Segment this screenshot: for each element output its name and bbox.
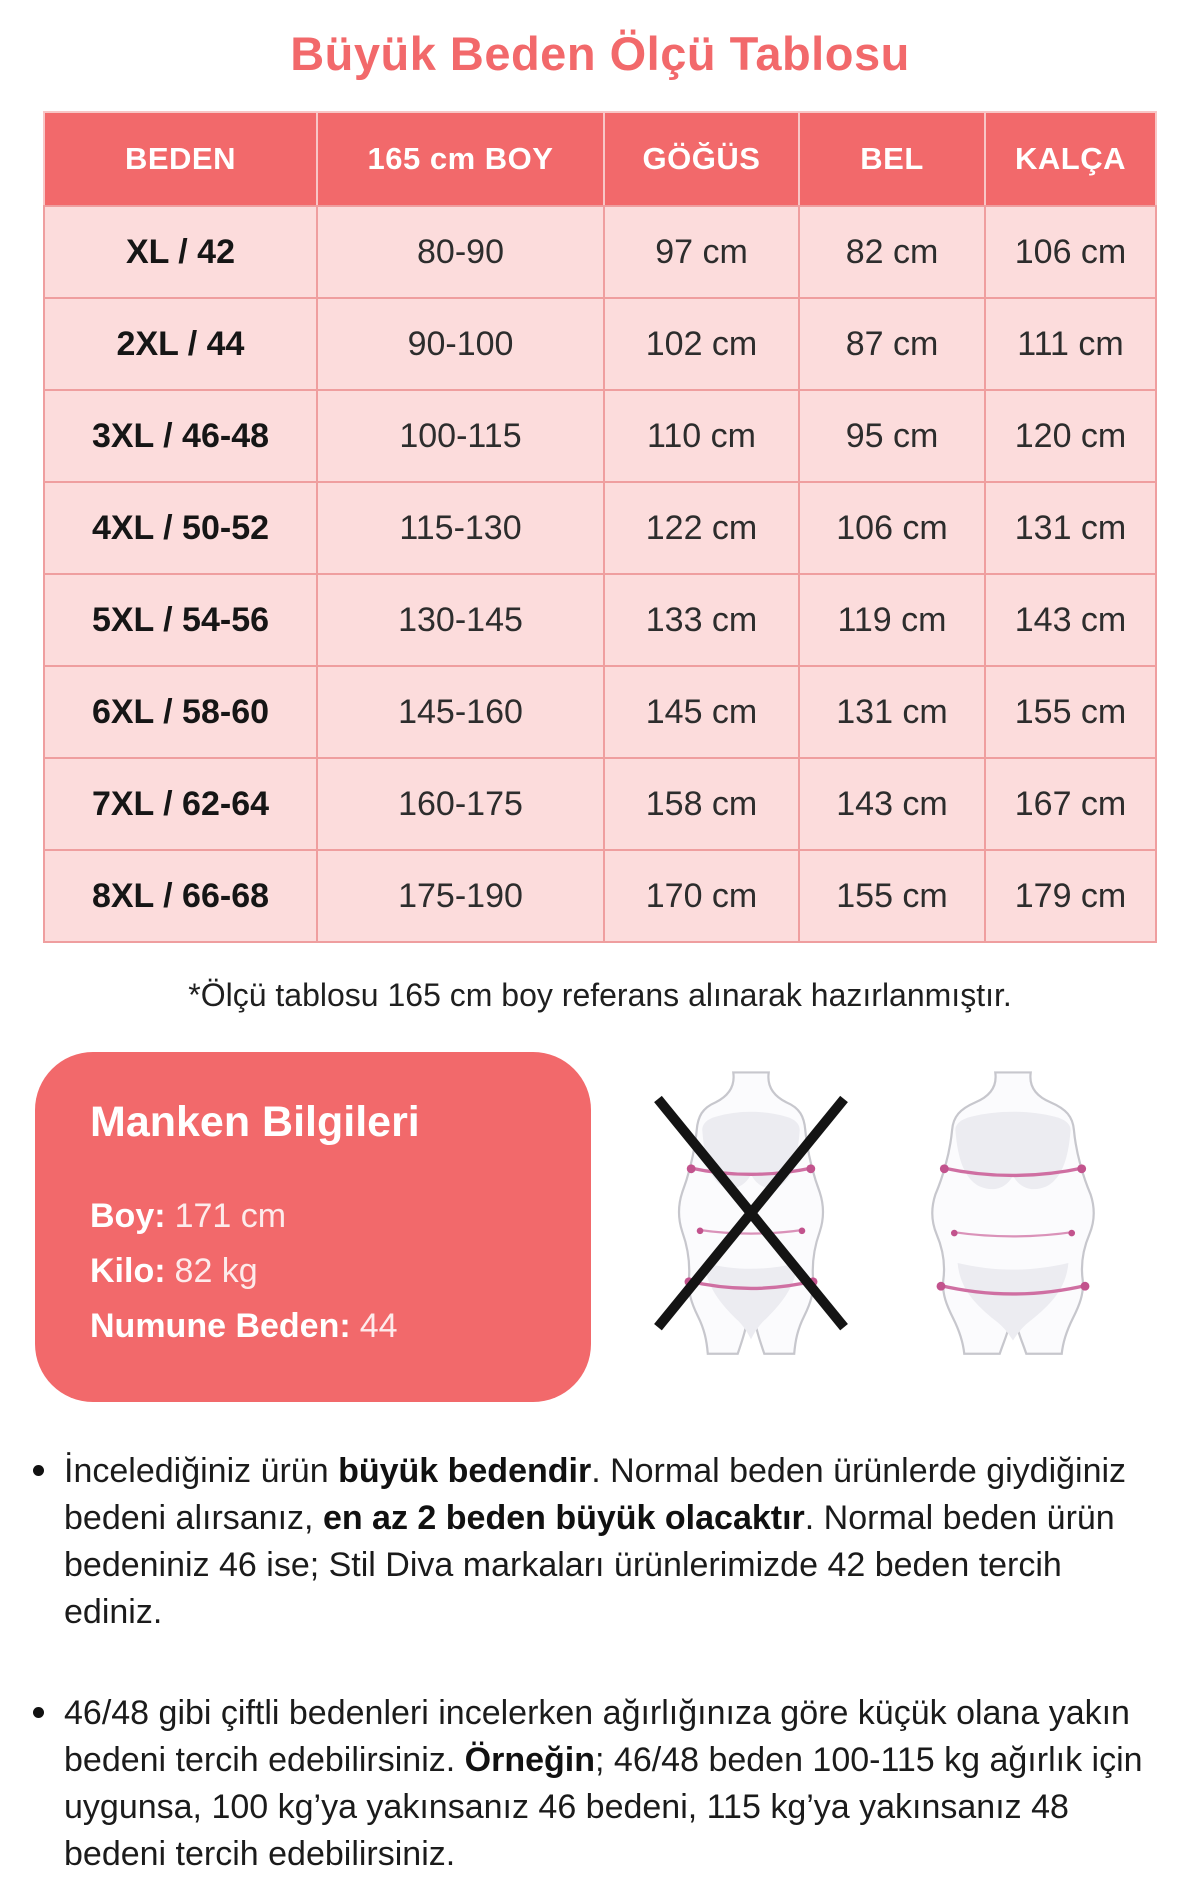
model-height-row: [90, 1189, 536, 1244]
size-cell: 3XL / 46-48: [44, 390, 317, 482]
table-row: [44, 758, 1156, 850]
note-segment: en az 2 beden büyük olacaktır: [322, 1499, 805, 1538]
model-info-card: [35, 1052, 591, 1402]
measurement-figures: [631, 1068, 1133, 1356]
header-boy: 165 cm BOY: [317, 112, 604, 206]
model-weight-label: Kilo:: [90, 1252, 166, 1291]
size-cell: 5XL / 54-56: [44, 574, 317, 666]
note-plus-size: [30, 1448, 1168, 1636]
note-segment: 46/48 gibi çiftli bedenleri incelerken ağırlığınıza göre küçük olana yakın bedeni tercih edebilirsiniz.: [64, 1694, 1130, 1780]
sizing-notes: [30, 1448, 1168, 1878]
note-segment: ; 46/48 beden 100-115 kg ağırlık için uygunsa, 100 kg’ya yakınsanız 46 bedeni, 115 kg’ya yakınsanız 48 bedeni tercih edebilirsiniz.: [64, 1741, 1143, 1874]
table-row: [44, 206, 1156, 298]
height-cell: 130-145: [317, 574, 604, 666]
model-info-title: Manken Bilgileri: [90, 1098, 420, 1146]
note-double-size: [30, 1690, 1168, 1878]
hip-cell: 106 cm: [985, 206, 1156, 298]
page-title: Büyük Beden Ölçü Tablosu: [290, 27, 910, 80]
height-cell: 115-130: [317, 482, 604, 574]
hip-cell: 167 cm: [985, 758, 1156, 850]
waist-cell: 87 cm: [799, 298, 985, 390]
note-segment: İncelediğiniz ürün: [64, 1452, 339, 1491]
bust-cell: 102 cm: [604, 298, 799, 390]
height-cell: 100-115: [317, 390, 604, 482]
header-gogus: GÖĞÜS: [604, 112, 799, 206]
model-sample-size-label: Numune Beden:: [90, 1307, 351, 1346]
waist-cell: 131 cm: [799, 666, 985, 758]
table-row: [44, 298, 1156, 390]
hip-cell: 111 cm: [985, 298, 1156, 390]
height-cell: 145-160: [317, 666, 604, 758]
hip-cell: 179 cm: [985, 850, 1156, 942]
waist-cell: 155 cm: [799, 850, 985, 942]
height-cell: 175-190: [317, 850, 604, 942]
table-row: [44, 574, 1156, 666]
waist-cell: 119 cm: [799, 574, 985, 666]
size-cell: 2XL / 44: [44, 298, 317, 390]
bust-cell: 97 cm: [604, 206, 799, 298]
note-segment: . Normal beden ürünlerde giydiğiniz bedeni alırsanız,: [64, 1452, 1127, 1538]
note-segment: . Normal beden ürün bedeniniz 46 ise; Stil Diva markaları ürünlerimizde 42 beden tercih ediniz.: [64, 1499, 1115, 1632]
model-info-section: [35, 1052, 1200, 1402]
model-sample-size-row: [90, 1299, 536, 1354]
size-cell: 7XL / 62-64: [44, 758, 317, 850]
size-table: [43, 111, 1157, 943]
table-row: [44, 850, 1156, 942]
model-height-label: Boy:: [90, 1197, 166, 1235]
height-cell: 160-175: [317, 758, 604, 850]
note-segment: büyük bedendir: [338, 1452, 592, 1491]
bust-cell: 110 cm: [604, 390, 799, 482]
bust-cell: 133 cm: [604, 574, 799, 666]
size-cell: XL / 42: [44, 206, 317, 298]
waist-cell: 82 cm: [799, 206, 985, 298]
bust-cell: 158 cm: [604, 758, 799, 850]
model-height-value: 171 cm: [174, 1197, 287, 1235]
hip-cell: 143 cm: [985, 574, 1156, 666]
waist-cell: 106 cm: [799, 482, 985, 574]
table-footnote: *Ölçü tablosu 165 cm boy referans alınarak hazırlanmıştır.: [188, 977, 1012, 1013]
note-segment: Örneğin: [464, 1741, 596, 1780]
table-row: [44, 482, 1156, 574]
header-bel: BEL: [799, 112, 985, 206]
crossed-out-slim-body-measurement-icon: [631, 1068, 871, 1356]
table-row: [44, 390, 1156, 482]
bust-cell: 170 cm: [604, 850, 799, 942]
waist-cell: 143 cm: [799, 758, 985, 850]
table-row: [44, 666, 1156, 758]
model-sample-size-value: 44: [359, 1307, 398, 1346]
header-beden: BEDEN: [44, 112, 317, 206]
hip-cell: 155 cm: [985, 666, 1156, 758]
plus-size-body-measurement-icon: [893, 1068, 1133, 1356]
hip-cell: 120 cm: [985, 390, 1156, 482]
model-weight-value: 82 kg: [174, 1252, 258, 1291]
height-cell: 90-100: [317, 298, 604, 390]
bust-cell: 145 cm: [604, 666, 799, 758]
hip-cell: 131 cm: [985, 482, 1156, 574]
model-weight-row: [90, 1244, 536, 1299]
header-kalca: KALÇA: [985, 112, 1156, 206]
height-cell: 80-90: [317, 206, 604, 298]
size-cell: 8XL / 66-68: [44, 850, 317, 942]
size-cell: 4XL / 50-52: [44, 482, 317, 574]
size-table-header-row: [44, 112, 1156, 206]
bust-cell: 122 cm: [604, 482, 799, 574]
waist-cell: 95 cm: [799, 390, 985, 482]
size-cell: 6XL / 58-60: [44, 666, 317, 758]
